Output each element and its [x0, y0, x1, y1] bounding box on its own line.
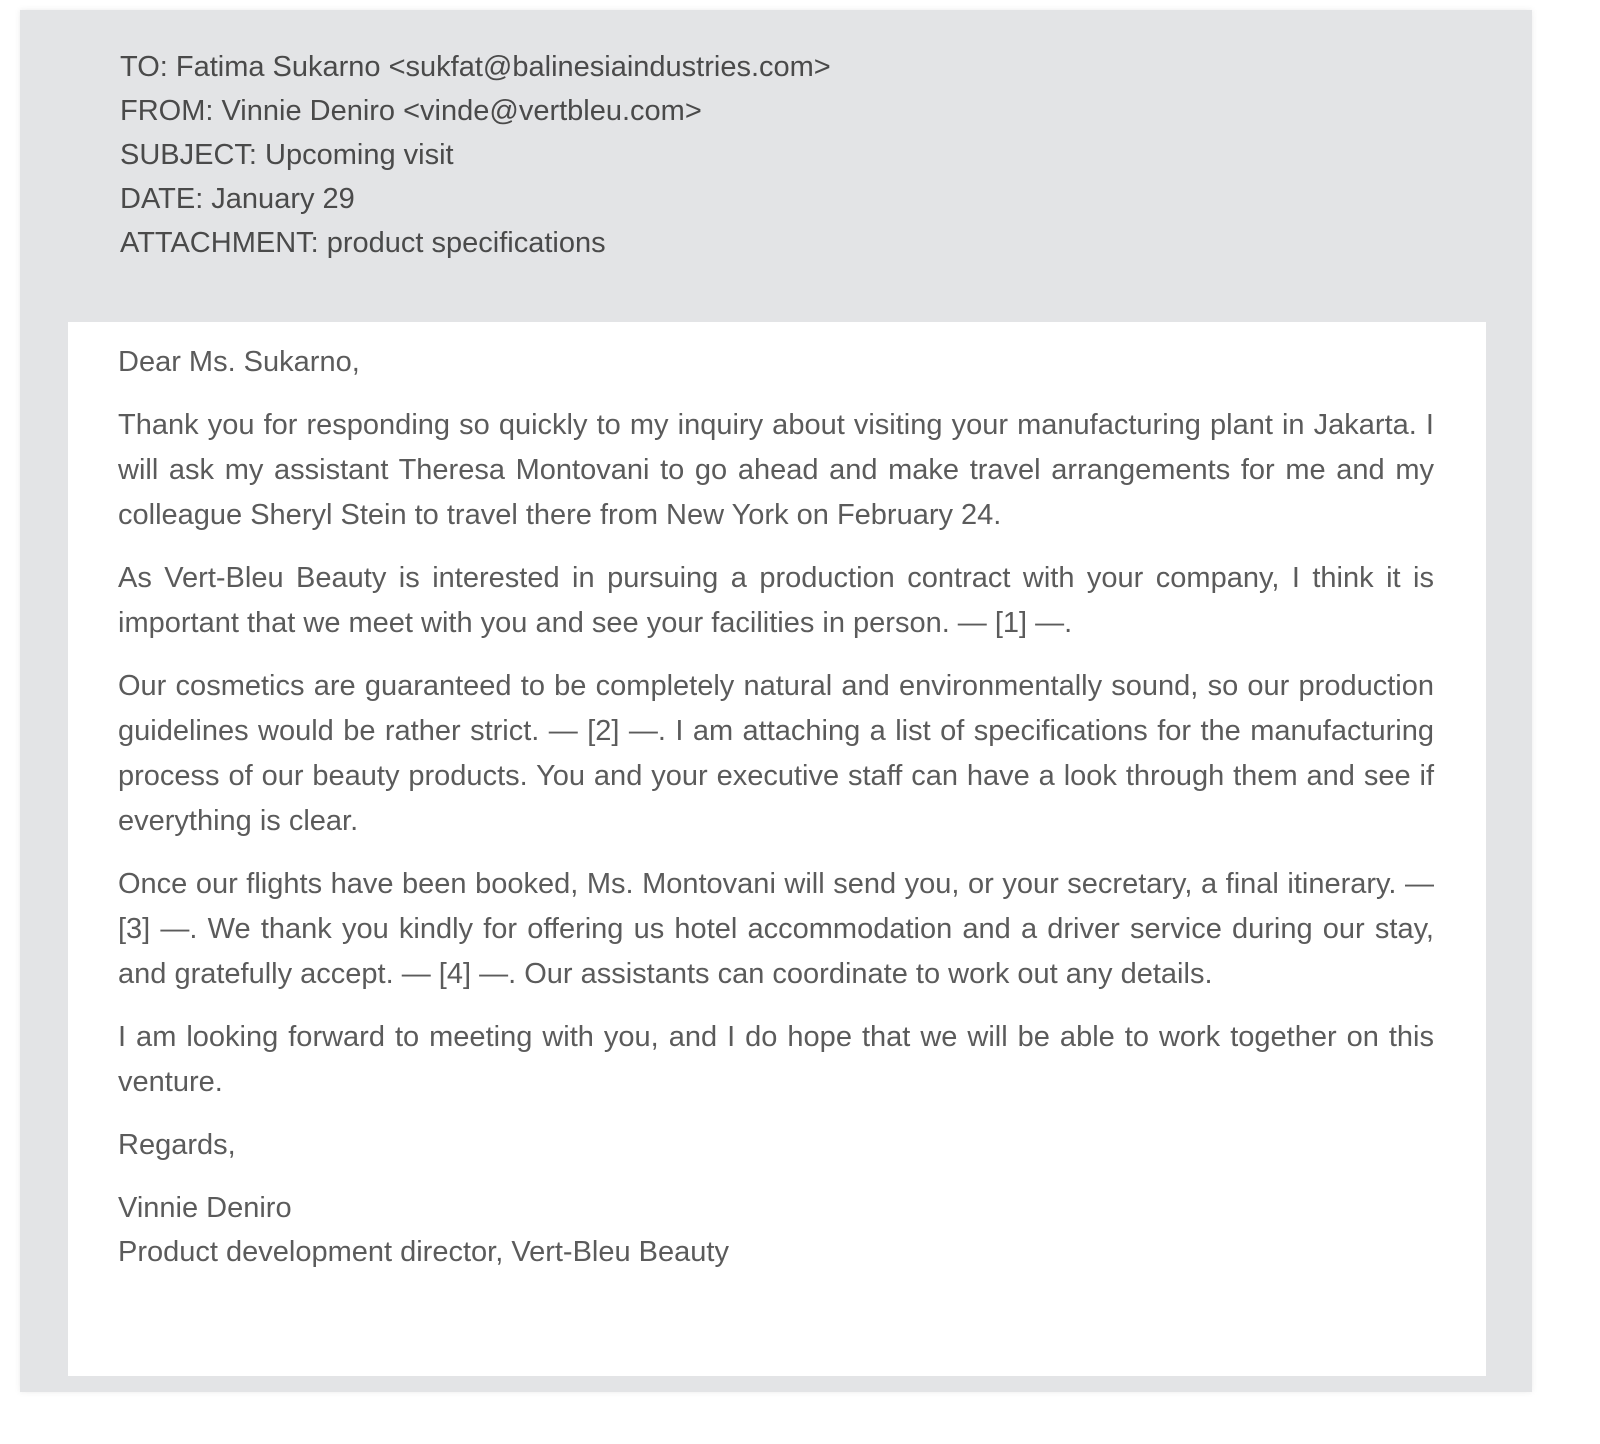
salutation: Dear Ms. Sukarno,	[118, 346, 360, 378]
email-body	[118, 340, 1434, 1284]
email-from: FROM: Vinnie Deniro <vinde@vertbleu.com>	[120, 95, 702, 127]
signature-title: Product development director, Vert-Bleu Beauty	[118, 1236, 729, 1268]
email-header	[120, 45, 1500, 265]
closing: Regards,	[118, 1129, 236, 1161]
body-paragraph-1: Thank you for responding so quickly to my inquiry about visiting your manufacturing plant in Jakarta. I will ask my assistant Theresa Montovani to go ahead and make travel arrangements for me and my colleague Sheryl Stein to travel there from New York on February 24.	[118, 409, 1434, 531]
email-to: TO: Fatima Sukarno <sukfat@balinesiaindustries.com>	[120, 51, 831, 83]
body-paragraph-3: Our cosmetics are guaranteed to be completely natural and environmentally sound, so our production guidelines would be rather strict. — [2] —. I am attaching a list of specifications for the manufacturing process of our beauty products. You and your executive staff can have a look through them and see if everything is clear.	[118, 670, 1434, 837]
body-paragraph-4: Once our flights have been booked, Ms. Montovani will send you, or your secretary, a final itinerary. — [3] —. We thank you kindly for offering us hotel accommodation and a driver service during our stay, and gratefully accept. — [4] —. Our assistants can coordinate to work out any details.	[118, 868, 1434, 990]
email-subject: SUBJECT: Upcoming visit	[120, 139, 454, 171]
body-paragraph-2: As Vert-Bleu Beauty is interested in pursuing a production contract with your company, I think it is important that we meet with you and see your facilities in person. — [1] —.	[118, 562, 1434, 639]
email-attachment: ATTACHMENT: product specifications	[120, 227, 606, 259]
signature	[118, 1186, 1434, 1274]
email-date: DATE: January 29	[120, 183, 355, 215]
signature-name: Vinnie Deniro	[118, 1192, 292, 1224]
body-paragraph-5: I am looking forward to meeting with you, and I do hope that we will be able to work together on this venture.	[118, 1021, 1434, 1098]
email-body-card	[68, 322, 1486, 1376]
